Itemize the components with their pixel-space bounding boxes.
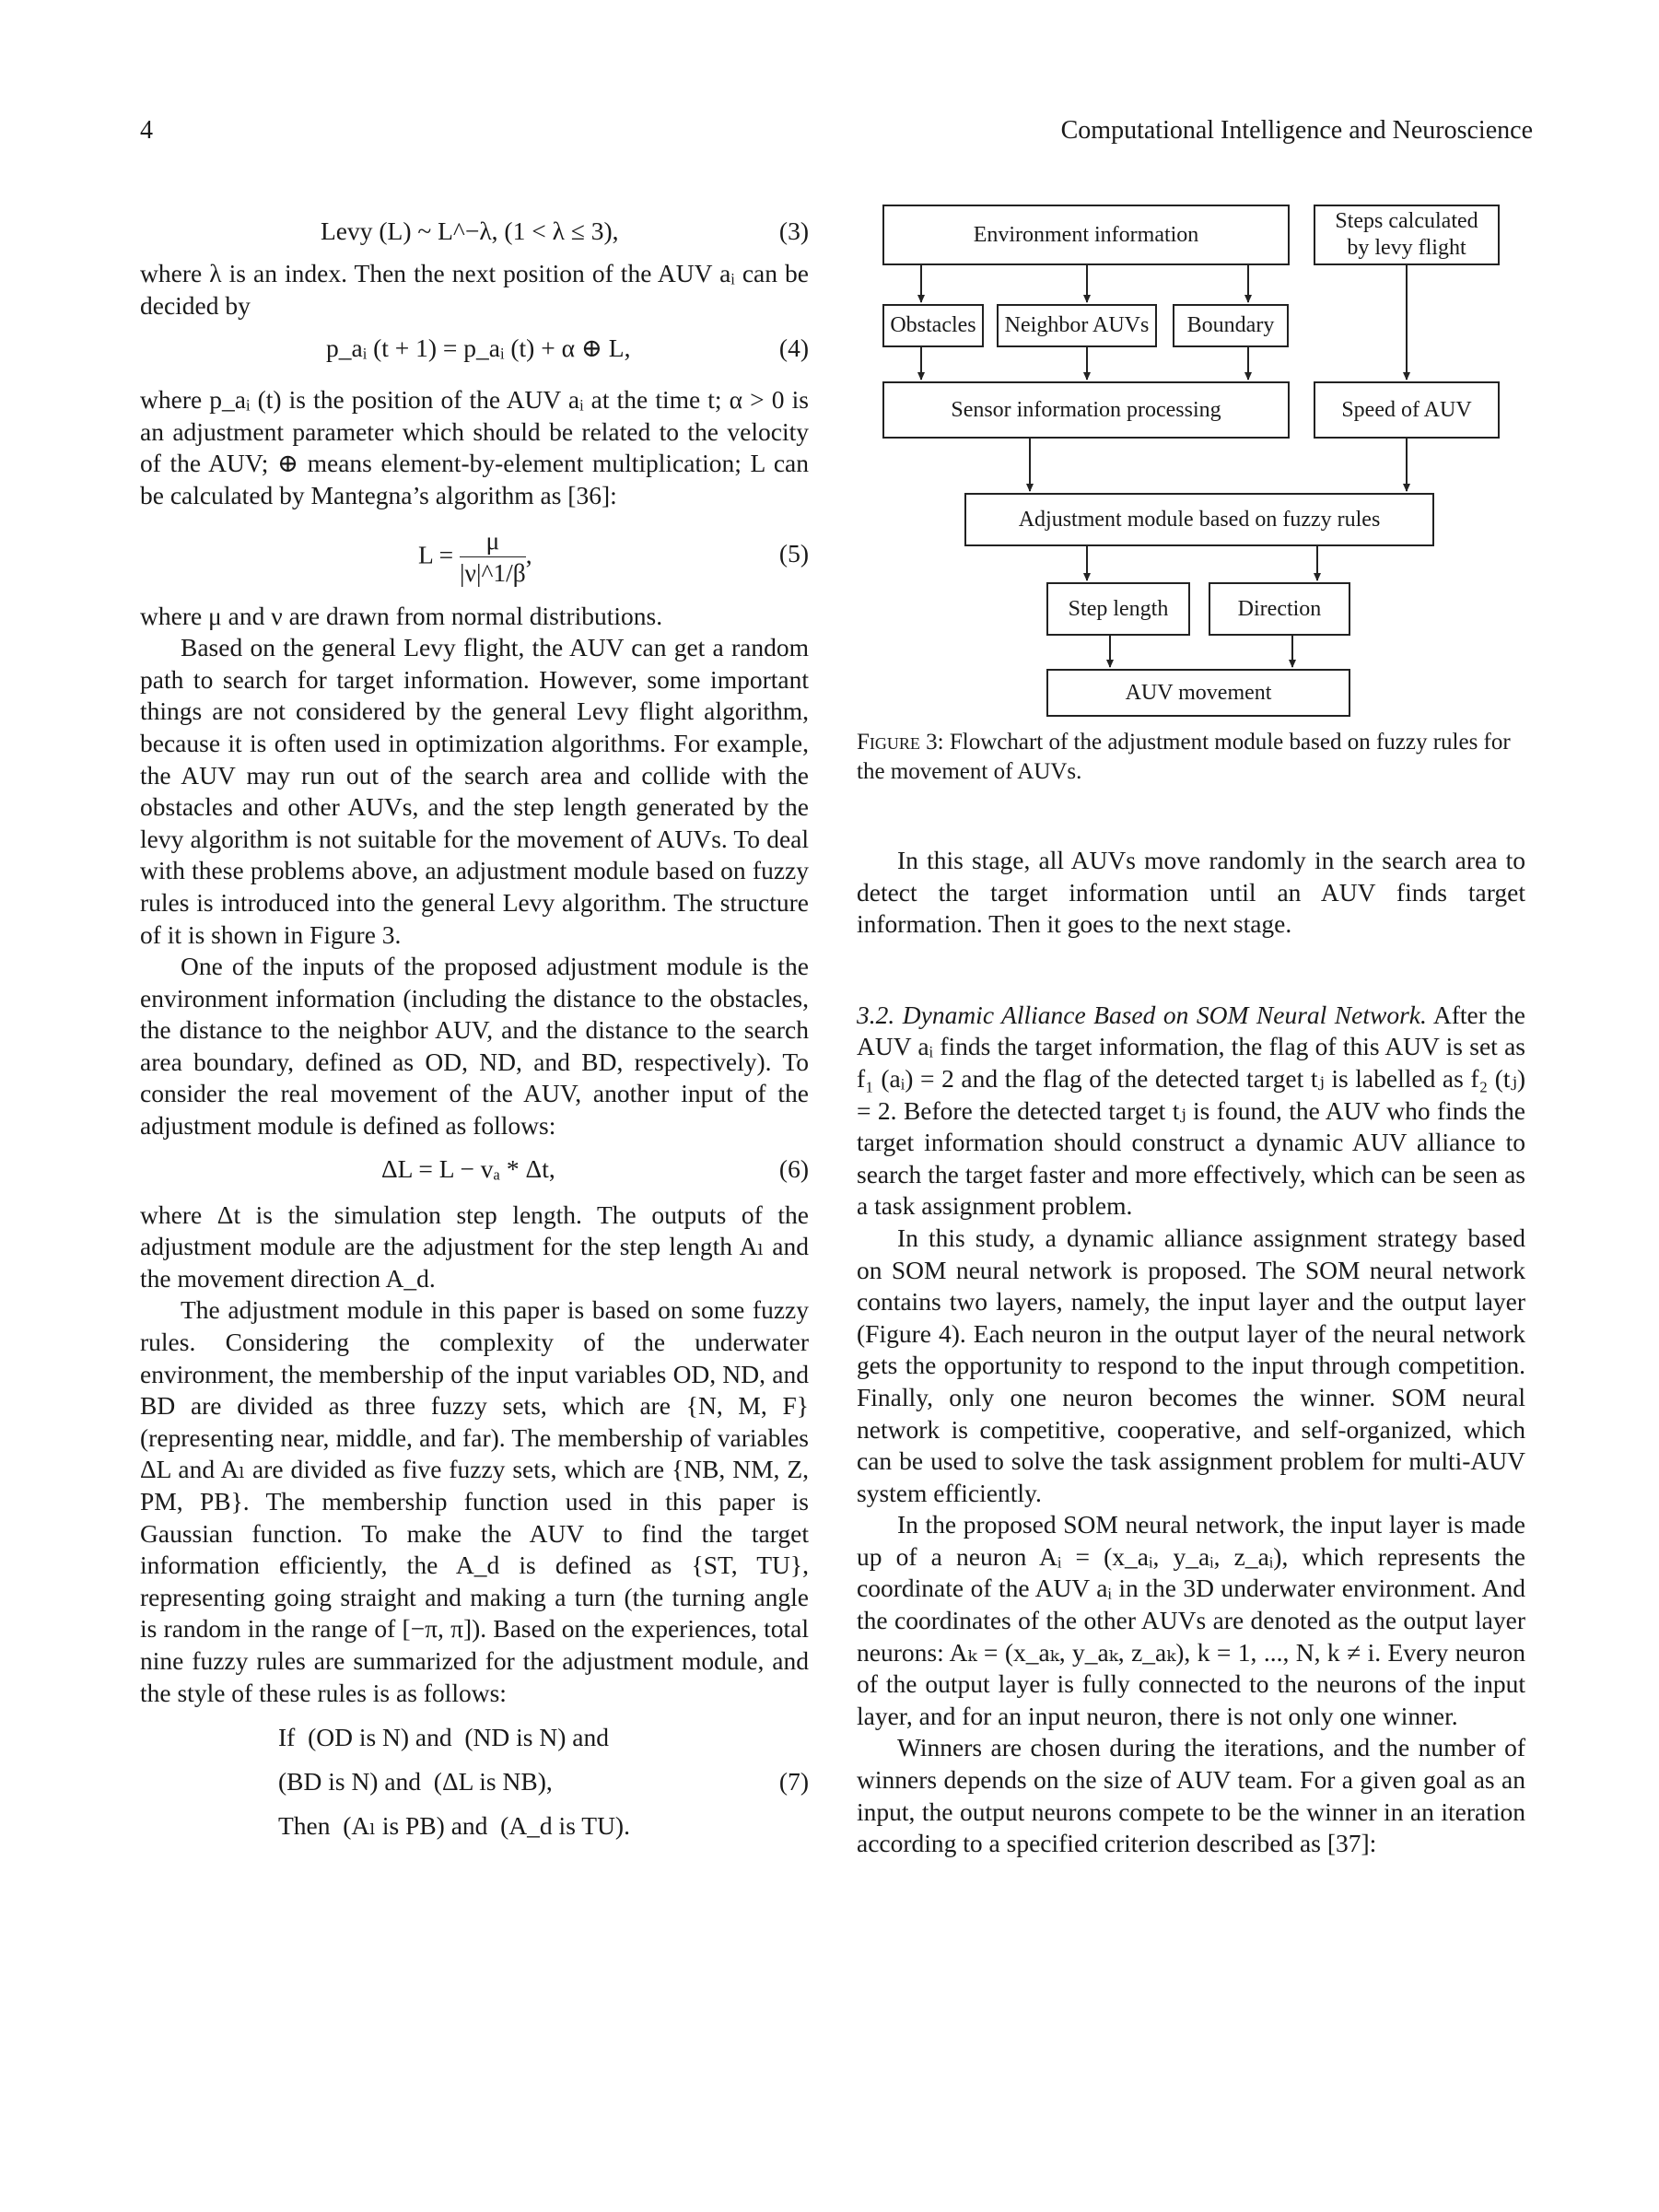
figure-3 (0, 0, 1659, 829)
box-sensor-information-processing: Sensor information processing (882, 381, 1290, 439)
equation-4-number: (4) (778, 334, 809, 363)
equation-5-numerator: μ (460, 525, 526, 558)
paragraph: where p_aᵢ (t) is the position of the AUV aᵢ at the time t; α > 0 is an adjustment parameter which should be related to the velocity of the AUV; ⊕ means element-by-element multiplication; L can be calculated by Mantegna’s algorithm as [36]: (140, 385, 809, 509)
paragraph: In this stage, all AUVs move randomly in the search area to detect the target information until an AUV finds target information. Then it goes to the next stage. (857, 846, 1525, 939)
paragraph: After the AUV aᵢ finds the target information, the flag of this AUV is set as f₁ (aᵢ) = 2 and the flag of the detected target tⱼ is labelled as f₂ (tⱼ) = 2. Before the detected target tⱼ is found, the AUV who finds the target information should construct a dynamic AUV alliance to search the target faster and more effectively, which can be seen as a task assignment problem. (857, 1000, 1525, 1221)
box-auv-movement: AUV movement (1046, 669, 1350, 717)
paragraph: One of the inputs of the proposed adjustment module is the environment information (including the distance to the obstacles, the distance to the neighbor AUV, and the distance to the search area boundary, defined as OD, ND, and BD, respectively). To consider the real movement of the AUV, another input of the adjustment module is defined as follows: (140, 952, 809, 1141)
equation-7-number: (7) (778, 1767, 809, 1797)
paragraph: where Δt is the simulation step length. The outputs of the adjustment module are the adjustment for the step length Aₗ and the movement direction A_d. (140, 1200, 809, 1293)
box-step-length: Step length (1046, 582, 1190, 636)
box-environment-information: Environment information (882, 205, 1290, 265)
equation-5-denominator: |ν|^1/β (460, 558, 526, 588)
section-heading: 3.2. Dynamic Alliance Based on SOM Neural Network. (857, 1000, 1427, 1029)
box-speed-of-auv: Speed of AUV (1314, 381, 1500, 439)
box-adjustment-module: Adjustment module based on fuzzy rules (964, 493, 1434, 546)
paragraph: Based on the general Levy flight, the AUV can get a random path to search for target information. However, some important things are not considered by the general Levy flight algorithm, because it is often used in optimization algorithms. For example, the AUV may run out of the search area and collide with the obstacles and other AUVs, and the step length generated by the levy algorithm is not suitable for the movement of AUVs. To deal with these problems above, an adjustment module based on fuzzy rules is introduced into the general Levy algorithm. The structure of it is shown in Figure 3. (140, 633, 809, 949)
equation-6-math: ΔL = L − vₐ * Δt, (381, 1153, 555, 1183)
box-steps-levy-flight: Steps calculated by levy flight (1314, 205, 1500, 265)
equation-6-number: (6) (778, 1153, 809, 1183)
paragraph: Winners are chosen during the iterations, and the number of winners depends on the size of AUV team. For a given goal as an input, the output neurons compete to be the winner in an iteration according to a specified criterion described as [37]: (857, 1733, 1525, 1858)
box-obstacles: Obstacles (882, 304, 984, 347)
equation-7-line3: Then (Aₗ is PB) and (A_d is TU). (278, 1811, 630, 1841)
equation-3-math: Levy (L) ~ L^−λ, (1 < λ ≤ 3), (321, 217, 619, 245)
paragraph: where λ is an index. Then the next position of the AUV aᵢ can be decided by (140, 259, 809, 320)
paragraph: In this study, a dynamic alliance assignment strategy based on SOM neural network is proposed. The SOM neural network contains two layers, namely, the input layer and the output layer (Figure 4). Each neuron in the output layer of the neural network gets the opportunity to respond to the input through competition. Finally, only one neuron becomes the winner. SOM neural network is competitive, cooperative, and self-organized, which can be used to solve the task assignment problem for multi-AUV system efficiently. (857, 1223, 1525, 1507)
page-number: 4 (140, 116, 153, 145)
right-column (857, 845, 1525, 1860)
figure-3-caption (857, 728, 1525, 787)
equation-7-line2: (BD is N) and (ΔL is NB), (278, 1767, 553, 1797)
caption-text: Flowchart of the adjustment module based on fuzzy rules for the movement of AUVs. (857, 730, 1511, 784)
paragraph: where μ and ν are drawn from normal distributions. (140, 601, 663, 630)
box-neighbor-auvs: Neighbor AUVs (997, 304, 1157, 347)
equation-7 (140, 1716, 809, 1855)
section-3-2 (857, 1000, 1525, 1223)
equation-4-math: p_aᵢ (t + 1) = p_aᵢ (t) + α ⊕ L, (326, 334, 631, 363)
equation-5-tail: , (525, 539, 532, 568)
equation-6 (140, 1142, 809, 1200)
running-header-journal: Computational Intelligence and Neuroscience (1060, 116, 1533, 145)
paragraph: The adjustment module in this paper is based on some fuzzy rules. Considering the complexity of the underwater environment, the membership of the input variables OD, ND, and BD are divided as three fuzzy sets, which are {N, M, F} (representing near, middle, and far). The membership of variables ΔL and Aₗ are divided as five fuzzy sets, which are {NB, NM, Z, PM, PB}. The membership function used in this paper is Gaussian function. To make the AUV to find the target information efficiently, the A_d is defined as {ST, TU}, representing going straight and making a turn (the turning angle is random in the range of [−π, π]). Based on the experiences, total nine fuzzy rules are summarized for the adjustment module, and the style of these rules is as follows: (140, 1295, 809, 1707)
box-direction: Direction (1209, 582, 1350, 636)
equation-3-number: (3) (778, 217, 809, 245)
equation-5-number: (5) (778, 538, 809, 568)
box-boundary: Boundary (1173, 304, 1289, 347)
paragraph: In the proposed SOM neural network, the input layer is made up of a neuron Aᵢ = (x_aᵢ, y_aᵢ, z_aᵢ), which represents the coordinate of the AUV aᵢ in the 3D underwater environment. And the coordinates of the other AUVs are denoted as the output layer neurons: Aₖ = (x_aₖ, y_aₖ, z_aₖ), k = 1, ..., N, k ≠ i. Every neuron of the output layer is fully connected to the neurons of the input layer, and for an input neuron, there is not only one winner. (857, 1510, 1525, 1730)
equation-5-lhs: L = (418, 539, 454, 568)
caption-label: Figure 3: (857, 730, 944, 755)
equation-7-line1: If (OD is N) and (ND is N) and (278, 1723, 609, 1752)
